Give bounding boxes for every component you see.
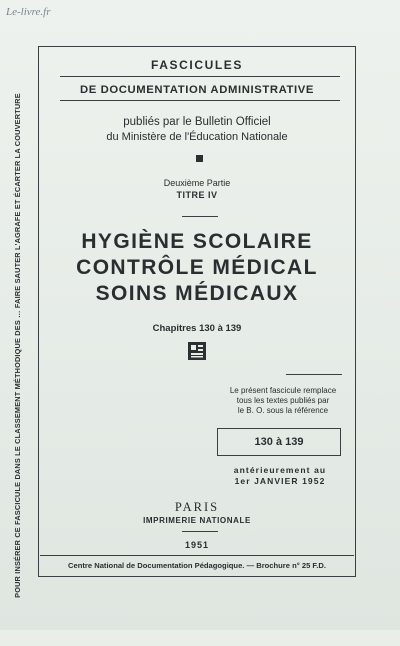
watermark-label: Le-livre.fr	[6, 6, 51, 18]
reference-box	[217, 428, 341, 456]
main-title-line-1: HYGIÈNE SCOLAIRE	[81, 230, 313, 253]
imprint-year: 1951	[184, 540, 210, 550]
part-label: Deuxième Partie	[163, 178, 231, 188]
side-instruction	[6, 92, 28, 598]
publisher-logo-icon	[188, 342, 206, 360]
header-divider-top	[60, 76, 340, 77]
imprint-divider	[182, 531, 218, 532]
header-documentation: DE DOCUMENTATION ADMINISTRATIVE	[79, 84, 315, 96]
side-instruction-text: POUR INSÉRER CE FASCICULE DANS LE CLASSEMENT MÉTHODIQUE DES … FAIRE SAUTER L'AGRAFE ET ÉCARTER LA COUVERTURE	[12, 92, 22, 598]
reference-value: 130 à 139	[254, 436, 304, 448]
imprint-printer: IMPRIMERIE NATIONALE	[143, 516, 251, 525]
notice-date	[212, 465, 348, 487]
replacement-notice	[218, 386, 348, 416]
chapters-label: Chapitres 130 à 139	[152, 323, 242, 334]
publisher-line-2: du Ministère de l'Éducation Nationale	[106, 131, 288, 143]
imprint-city: PARIS	[174, 500, 220, 514]
notice-line-3: le B. O. sous la référence	[237, 406, 329, 415]
notice-divider	[286, 374, 342, 375]
header-fascicules: FASCICULES	[150, 58, 243, 72]
title-divider	[182, 216, 218, 217]
notice-line-1: Le présent fascicule remplace	[229, 386, 337, 395]
footer-divider	[40, 555, 354, 556]
part-title: TITRE IV	[176, 190, 218, 200]
square-ornament-icon	[196, 155, 203, 162]
main-title-line-3: SOINS MÉDICAUX	[95, 282, 299, 305]
notice-date-line-1: antérieurement au	[233, 465, 327, 475]
header-divider-bottom	[60, 100, 340, 101]
publisher-line-1: publiés par le Bulletin Officiel	[123, 116, 271, 128]
main-title-line-2: CONTRÔLE MÉDICAL	[76, 256, 318, 279]
notice-line-2: tous les textes publiés par	[236, 396, 330, 405]
footer-credit: Centre National de Documentation Pédagogique. — Brochure n° 25 F.D.	[68, 561, 326, 570]
notice-date-line-2: 1er JANVIER 1952	[234, 476, 326, 486]
